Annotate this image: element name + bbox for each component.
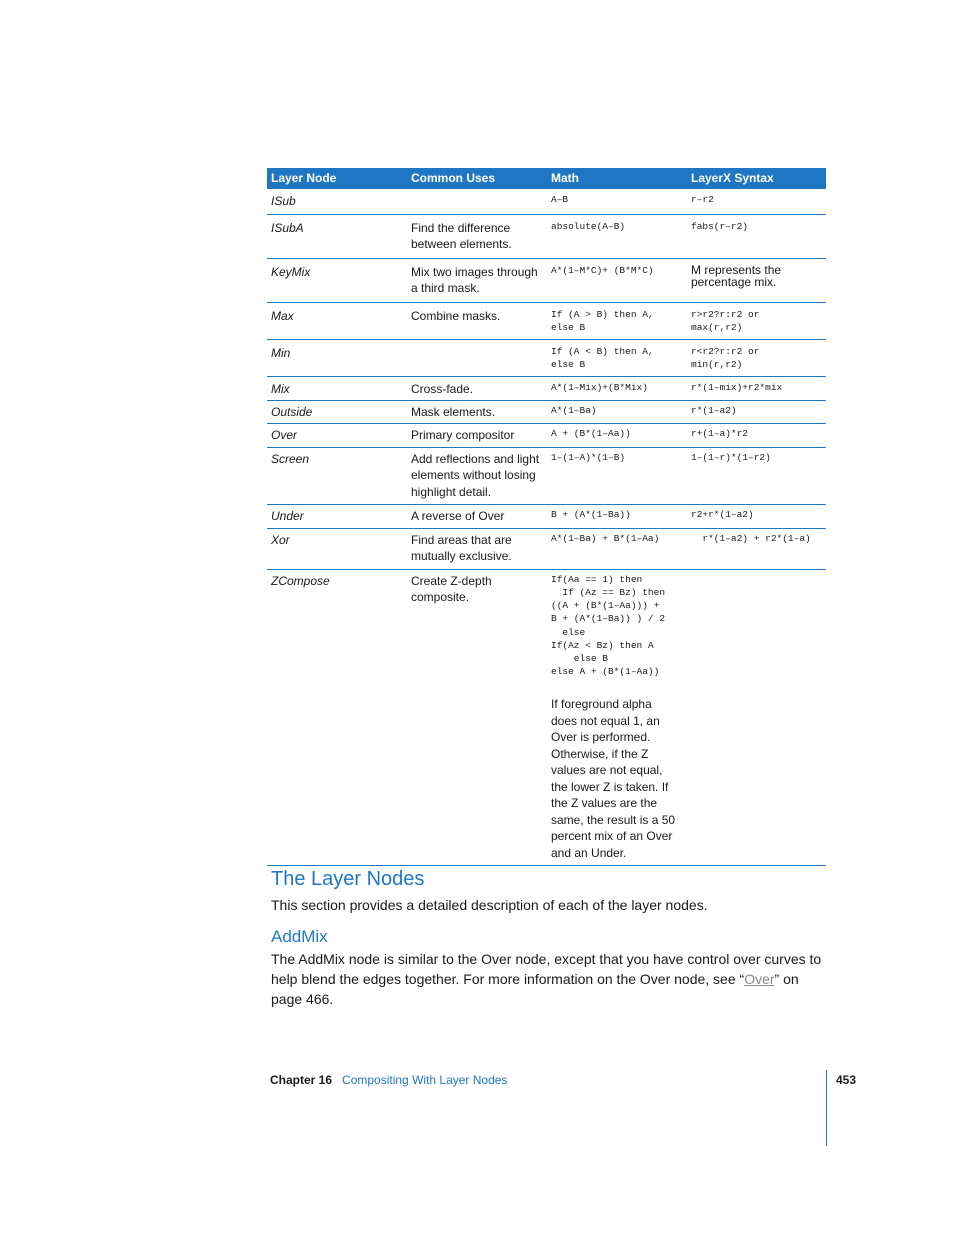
math-formula: A + (B*(1–Aa)): [551, 428, 631, 440]
layerx-syntax: M represents the percentage mix.: [691, 262, 782, 289]
layerx-syntax: r2+r*(1–a2): [691, 509, 754, 521]
common-use: [407, 345, 547, 371]
node-name: Screen: [271, 451, 310, 466]
node-name: Xor: [271, 532, 290, 547]
layer-nodes-table: [267, 168, 826, 866]
node-name: ISubA: [271, 220, 304, 235]
table-row: [267, 528, 826, 569]
math-formula: A*(1–Ba): [551, 404, 597, 416]
node-name: Over: [271, 428, 298, 443]
zcompose-note: If foreground alpha does not equal 1, an Over is performed. Otherwise, if the Z values are not equal, the lower Z is taken. If the Z values are the same, the result is a 50 percent mix of an Over and an Under.: [551, 697, 676, 860]
math-formula: 1–(1–A)*(1–B): [551, 451, 626, 463]
math-formula: A*(1–Mix)+(B*Mix): [551, 382, 648, 394]
common-use: Add reflections and light elements without losing highlight detail.: [411, 451, 540, 499]
common-use: Find the difference between elements.: [411, 220, 512, 251]
header-common-uses: Common Uses: [411, 171, 496, 185]
chapter-title: Compositing With Layer Nodes: [342, 1073, 508, 1087]
layerx-syntax: r<r2?r:r2 or min(r,r2): [691, 345, 760, 371]
layerx-syntax: fabs(r–r2): [691, 220, 749, 232]
node-name: KeyMix: [271, 264, 311, 279]
math-formula: A*(1–Ba) + B*(1–Aa): [551, 532, 660, 544]
node-name: Mix: [271, 382, 290, 397]
body-start: The AddMix node is similar to the Over node, except that you have control over curves to help blend the edges together. For more information on the Over node, see “: [271, 951, 822, 987]
header-layerx-syntax: LayerX Syntax: [691, 171, 774, 185]
subsection-body: [271, 949, 827, 1009]
table-row: [267, 423, 826, 447]
layerx-syntax: [687, 573, 826, 862]
header-math: Math: [551, 171, 579, 185]
common-use: Mask elements.: [411, 404, 496, 419]
table-header: [267, 168, 826, 188]
node-name: Min: [271, 345, 291, 360]
node-name: ZCompose: [271, 573, 330, 588]
math-formula: A*(1–M*C)+ (B*M*C): [551, 264, 654, 276]
over-link[interactable]: Over: [744, 971, 775, 987]
page-number: 453: [836, 1073, 857, 1087]
common-use: Primary compositor: [411, 428, 515, 443]
layerx-syntax: r>r2?r:r2 or max(r,r2): [691, 308, 760, 333]
section-intro: This section provides a detailed description of each of the layer nodes.: [271, 897, 708, 913]
layerx-syntax: r*(1–mix)+r2*mix: [691, 382, 783, 394]
layerx-syntax: r+(1–a)*r2: [691, 428, 749, 440]
layerx-syntax: r*(1–a2): [691, 404, 737, 416]
common-use: Create Z-depth composite.: [411, 573, 492, 605]
body-end: ” on page 466.: [271, 971, 799, 1007]
math-formula: A–B: [551, 194, 569, 205]
math-formula: If (A < B) then A, else B: [551, 345, 654, 371]
table-row: [267, 302, 826, 339]
layerx-syntax: r*(1–a2) + r2*(1–a): [691, 532, 811, 544]
node-name: Under: [271, 509, 304, 524]
common-use: Find areas that are mutually exclusive.: [411, 532, 512, 564]
math-formula: B + (A*(1–Ba)): [551, 509, 631, 521]
table-row: [267, 569, 826, 866]
table-row: [267, 258, 826, 302]
subsection-title: AddMix: [271, 927, 328, 946]
layerx-syntax: r–r2: [691, 194, 714, 205]
common-use: Mix two images through a third mask.: [411, 264, 538, 295]
math-formula: absolute(A–B): [551, 220, 626, 232]
math-formula: If (A > B) then A, else B: [551, 308, 654, 333]
table-row: [267, 447, 826, 505]
table-row: [267, 339, 826, 376]
common-use: Combine masks.: [411, 308, 501, 323]
chapter-number: Chapter 16: [270, 1073, 333, 1087]
header-layer-node: Layer Node: [271, 171, 337, 185]
table-row: [267, 504, 826, 528]
node-name: ISub: [271, 194, 296, 208]
common-use: Cross-fade.: [411, 382, 474, 397]
math-cell: [547, 573, 687, 862]
node-name: Max: [271, 308, 294, 323]
table-row: [267, 188, 826, 214]
footer-divider: [826, 1070, 827, 1146]
common-use: [407, 193, 547, 210]
common-use: A reverse of Over: [411, 509, 505, 524]
table-row: [267, 376, 826, 400]
table-row: [267, 400, 826, 424]
table-row: [267, 214, 826, 258]
layerx-syntax: 1–(1–r)*(1–r2): [691, 451, 771, 463]
page-footer: [270, 1073, 507, 1087]
node-name: Outside: [271, 404, 313, 419]
math-formula: If(Aa == 1) then If (Az == Bz) then ((A + (B*(1–Aa))) + B + (A*(1–Ba)) ) / 2 else If(Az < Bz) then A else B else A + (B*(1–Aa)): [551, 573, 666, 678]
section-title: The Layer Nodes: [271, 868, 425, 890]
